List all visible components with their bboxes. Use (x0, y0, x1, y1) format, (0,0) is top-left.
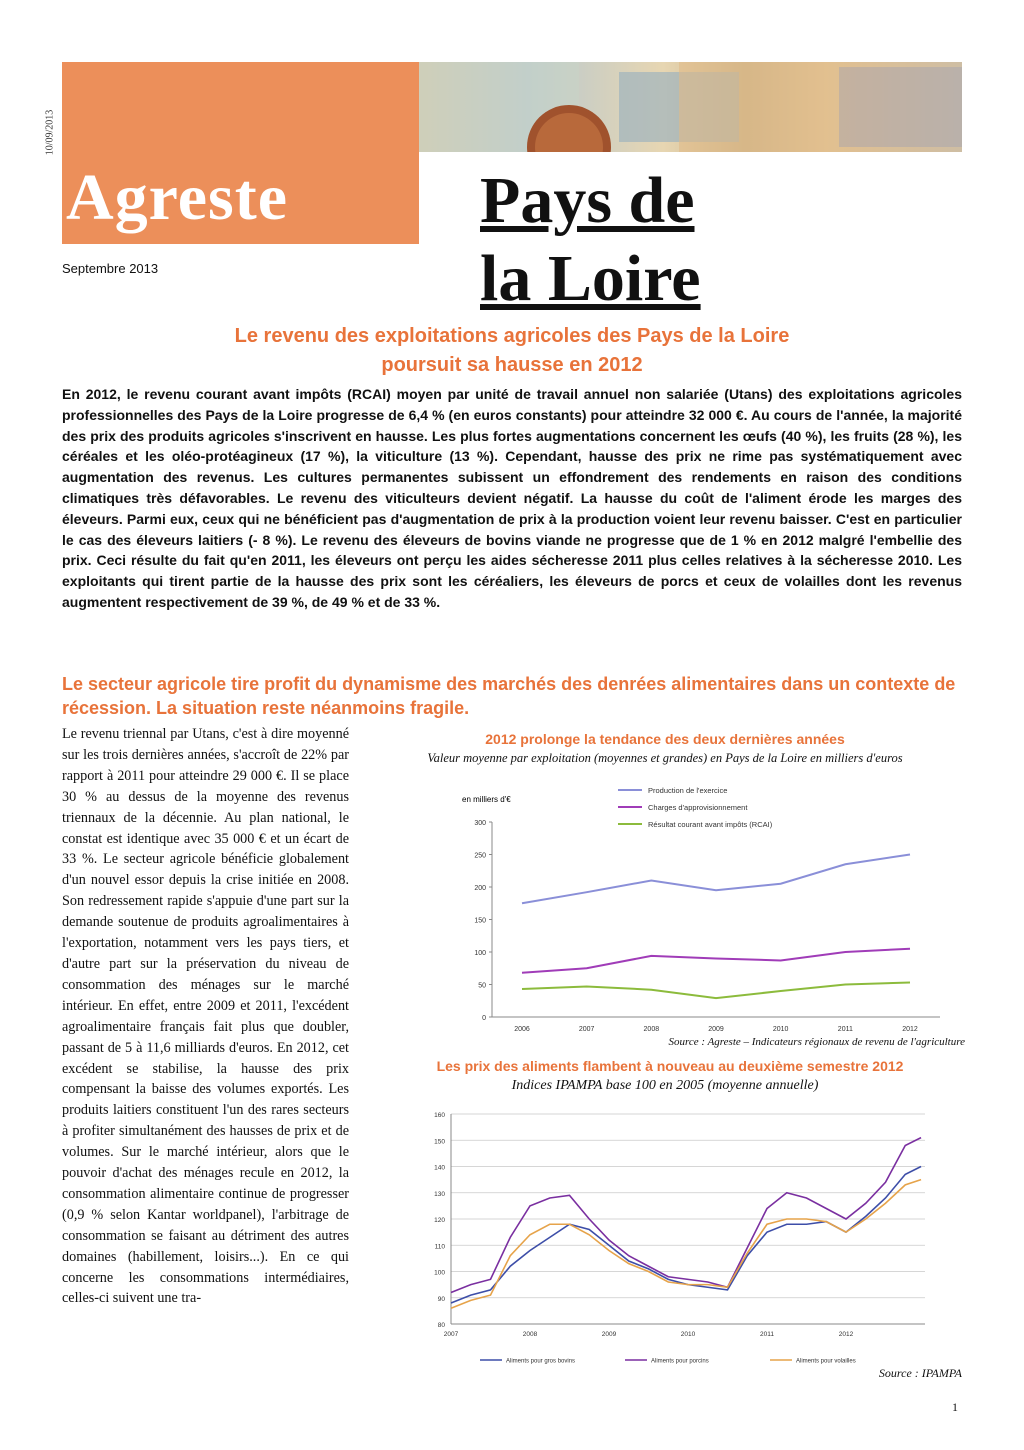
title-line-2: poursuit sa hausse en 2012 (381, 354, 643, 376)
chart2-x-tick-label: 2009 (601, 1331, 617, 1338)
chart2-y-tick-label: 120 (434, 1217, 445, 1224)
chart1-y-tick-label: 100 (474, 950, 486, 957)
region-title (418, 162, 838, 318)
section-heading: Le secteur agricole tire profit du dynamisme des marchés des denrées alimentaires dans un contexte de récession. La situation reste néanmoins fragile. (62, 674, 956, 718)
chart2-legend-label: Aliments pour gros bovins (506, 1358, 576, 1365)
chart1-subtitle: Valeur moyenne par exploitation (moyennes et grandes) en Pays de la Loire en milliers d'euros (427, 751, 903, 765)
chart1-title: 2012 prolonge la tendance des deux dernières années (485, 731, 845, 747)
chart1-x-tick-label: 2009 (708, 1026, 724, 1033)
page-number: 1 (952, 1400, 958, 1414)
vertical-date (40, 95, 54, 175)
chart1-legend-label: Production de l'exercice (648, 786, 728, 795)
banner-illustration (419, 62, 962, 152)
chart2-y-tick-label: 130 (434, 1190, 445, 1198)
euro-banknotes-photo (419, 62, 962, 152)
chart1-x-tick-label: 2010 (772, 1026, 789, 1033)
side-date-text: 10/09/2013 (44, 109, 56, 156)
issue-date: Septembre 2013 (62, 261, 159, 276)
chart1-x-tick-label: 2006 (514, 1026, 530, 1033)
chart2-y-tick-label: 110 (434, 1243, 445, 1251)
article-title (62, 322, 962, 380)
chart2-y-tick-label: 160 (434, 1112, 445, 1119)
chart2-x-tick-label: 2010 (680, 1331, 696, 1338)
region-line-2: la Loire (480, 242, 701, 315)
chart2-subtitle: Indices IPAMPA base 100 en 2005 (moyenne annuelle) (511, 1078, 819, 1093)
chart2-legend-label: Aliments pour volailles (796, 1358, 856, 1365)
chart1-series-line (522, 949, 910, 973)
chart1-unit-label: en milliers d'€ (462, 795, 511, 804)
chart1-x-tick-label: 2008 (643, 1026, 660, 1033)
chart2-series-line (451, 1138, 921, 1293)
chart2-x-tick-label: 2011 (760, 1331, 774, 1338)
chart2-x-tick-label: 2007 (443, 1331, 459, 1338)
chart2-y-tick-label: 150 (434, 1138, 445, 1146)
chart2-x-tick-label: 2008 (522, 1331, 538, 1338)
chart1-x-tick-label: 2007 (578, 1026, 595, 1033)
chart1-y-tick-label: 50 (478, 982, 486, 990)
chart1-x-tick-label: 2012 (902, 1026, 918, 1033)
region-line-1: Pays de (480, 164, 695, 237)
chart1-series-line (522, 855, 910, 904)
chart1-y-tick-label: 300 (474, 820, 486, 827)
chart2-series-line (451, 1180, 921, 1309)
chart1-legend-label: Charges d'approvisionnement (648, 803, 748, 812)
chart1-svg (400, 770, 960, 1035)
title-line-1: Le revenu des exploitations agricoles des Pays de la Loire (234, 325, 790, 347)
chart2-source: Source : IPAMPA (878, 1366, 962, 1380)
brand-logo-text: Agreste (66, 161, 289, 234)
chart1-y-tick-label: 250 (474, 852, 486, 860)
intro-paragraph: En 2012, le revenu courant avant impôts (RCAI) moyen par unité de travail annuel non salariée (Utans) des exploitations agricoles professionnelles des Pays de la Loire progresse de 6,4 % (en euros constants) pour atteindre 32 000 €. Au cours de l'année, la majorité des prix des produits agricoles s'inscrivent en hausse. Les plus fortes augmentations concernent les œufs (40 %), les fruits (28 %), les céréales et les oléo-protéagineux (17 %), la viticulture (13 %). Cependant, hausse des prix ne rime pas systématiquement avec augmentation des revenus. Les cultures permanentes subissent un effondrement des rendements en raison des conditions climatiques très défavorables. Le revenu des viticulteurs devient négatif. La hausse du coût de l'aliment érode les marges des éleveurs. Parmi eux, ceux qui ne bénéficient pas d'augmentation de prix à la production voient leur revenu baisser. C'est en particulier le cas des éleveurs laitiers (- 8 %). Le revenu des éleveurs de bovins viande ne progresse que de 1 % en 2012 malgré l'embellie des prix. Ceci résulte du fait qu'en 2011, les éleveurs ont perçu les aides sécheresse 2011 plus celles relatives à la sécheresse 2010. Les exploitants qui tirent partie de la hausse des prix sont les céréaliers, les éleveurs de porcs et ceux de volailles dont les revenus augmentent respectivement de 39 %, de 49 % et de 33 %. (62, 386, 962, 610)
chart2-y-tick-label: 90 (437, 1295, 445, 1303)
chart2-legend-label: Aliments pour porcins (651, 1358, 709, 1365)
chart2-y-tick-label: 80 (437, 1322, 445, 1329)
chart1-x-tick-label: 2011 (837, 1026, 853, 1033)
chart1-series-line (522, 983, 910, 999)
chart2-title: Les prix des aliments flambent à nouveau au deuxième semestre 2012 (436, 1058, 904, 1074)
chart1-y-tick-label: 150 (474, 917, 486, 925)
chart2-series-line (451, 1167, 921, 1304)
chart1-y-tick-label: 0 (482, 1015, 486, 1022)
body-column: Le revenu triennal par Utans, c'est à dire moyenné sur les trois dernières années, s'accroît de 22% par rapport à 2011 pour atteindre 29 000 €. Il se place 30 % au dessus de la moyenne des revenus triennaux de la décennie. Au plan national, le constat est identique avec 35 000 € et un écart de 33 %. Le secteur agricole bénéficie globalement d'un nouvel essor depuis la crise initiée en 2008. Son redressement rapide s'appuie d'une part sur la demande soutenue de produits agroalimentaires à l'exportation, notamment vers les pays tiers, et d'autre part sur la préservation du niveau de consommation des ménages sur le marché intérieur. En effet, entre 2009 et 2011, l'excédent agroalimentaire français fait plus que doubler, passant de 5 à 11,6 milliards d'euros. En 2012, cet excédent se stabilise, la hausse des prix compensant la baisse des volumes exportés. Les produits laitiers constituent l'un des rares secteurs à profiter simultanément des hausses de prix et de volumes. Sur le marché intérieur, alors que le pouvoir d'achat des ménages recule en 2012, la consommation alimentaire continue de progresser (0,9 % selon Kantar worldpanel), l'arbitrage de consommation se faisant au détriment des autres domaines (habillement, loisirs...). En ce qui concerne les consommations intermédiaires, celles-ci suivent une tra- (62, 726, 349, 1307)
chart1-legend-label: Résultat courant avant impôts (RCAI) (648, 820, 773, 829)
chart2-y-tick-label: 140 (434, 1164, 445, 1172)
chart1-y-tick-label: 200 (474, 885, 486, 892)
chart2-y-tick-label: 100 (434, 1269, 445, 1277)
chart2-svg (415, 1100, 945, 1380)
chart1-source: Source : Agreste – Indicateurs régionaux de revenu de l'agriculture (668, 1036, 965, 1048)
chart2-x-tick-label: 2012 (838, 1331, 854, 1338)
